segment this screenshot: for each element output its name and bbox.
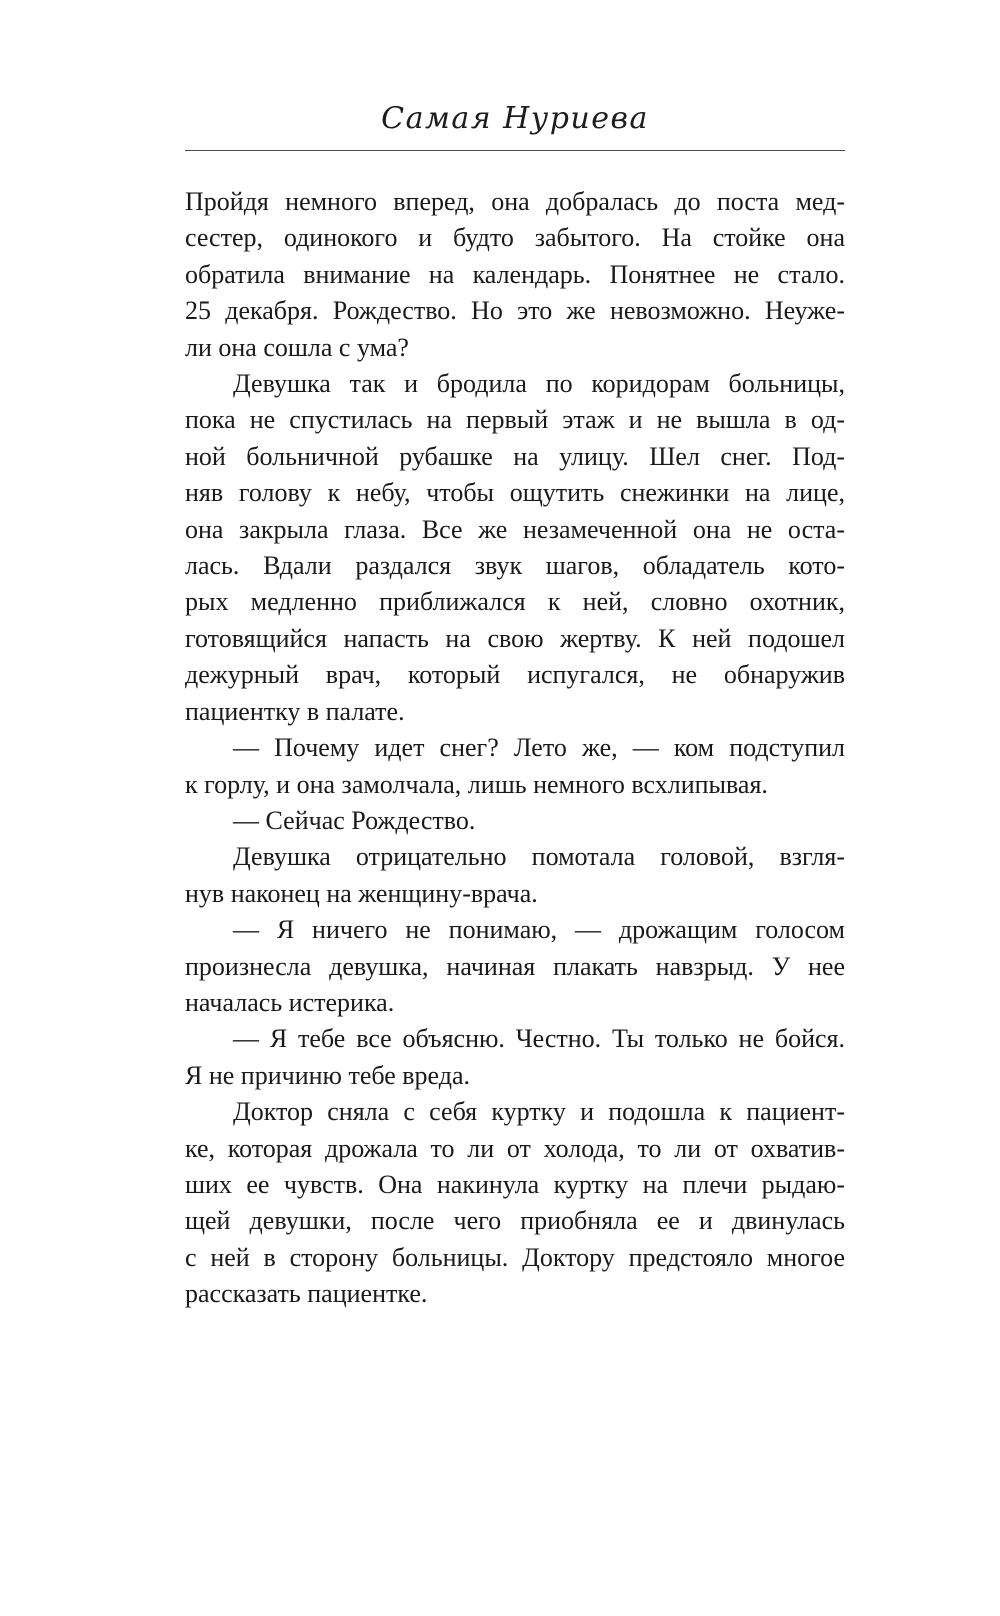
text-line: обратила внимание на календарь. Понятнее не стало. (185, 259, 845, 289)
paragraph (185, 803, 845, 839)
text-line: Доктор сняла с себя куртку и подошла к пациент- (233, 1097, 845, 1127)
text-line: 25 декабря. Рождество. Но это же невозможно. Неуже- (185, 296, 845, 326)
text-line: — Я тебе все объясню. Честно. Ты только не бойся. (233, 1024, 845, 1054)
text-line: готовящийся напасть на свою жертву. К ней подошел (185, 623, 845, 653)
text-line: началась истерика. (185, 987, 395, 1017)
text-line: Я не причиню тебе вреда. (185, 1060, 471, 1090)
text-line: нув наконец на женщину-врача. (185, 878, 538, 908)
text-line: сестер, одинокого и будто забытого. На стойке она (185, 223, 845, 253)
text-line: она закрыла глаза. Все же незамеченной она не оста- (185, 514, 845, 544)
text-line: Пройдя немного вперед, она добралась до поста мед- (185, 187, 845, 216)
paragraph (185, 184, 845, 366)
text-line: — Я ничего не понимаю, — дрожащим голосом (233, 915, 845, 945)
paragraph (185, 366, 845, 730)
text-line: рых медленно приближался к ней, словно охотник, (185, 587, 845, 617)
text-line: ке, которая дрожала то ли от холода, то ли от охватив- (185, 1133, 845, 1163)
text-line: пациентку в палате. (185, 696, 405, 726)
page-body (185, 184, 845, 1313)
text-line: Девушка отрицательно помотала головой, взгля- (233, 842, 845, 872)
text-line: — Почему идет снег? Лето же, — ком подступил (233, 733, 845, 763)
text-line: дежурный врач, который испугался, не обнаружив (185, 660, 845, 690)
text-line: щей девушки, после чего приобняла ее и двинулась (185, 1206, 845, 1236)
page-content (185, 0, 845, 1313)
text-line: Девушка так и бродила по коридорам больницы, (233, 369, 845, 399)
running-header: Самая Нуриева (381, 101, 649, 136)
header-divider (185, 150, 845, 151)
paragraph (185, 1094, 845, 1312)
text-line: ли она сошла с ума? (185, 332, 409, 362)
text-line: рассказать пациентке. (185, 1279, 428, 1309)
paragraph (185, 839, 845, 912)
paragraph (185, 1021, 845, 1094)
text-line: к горлу, и она замолчала, лишь немного всхлипывая. (185, 769, 768, 799)
text-line: лась. Вдали раздался звук шагов, обладатель кото- (185, 551, 845, 581)
text-line: няв голову к небу, чтобы ощутить снежинки на лице, (185, 478, 845, 508)
text-line: — Сейчас Рождество. (233, 805, 476, 835)
text-line: пока не спустилась на первый этаж и не вышла в од- (185, 405, 845, 435)
text-line: с ней в сторону больницы. Доктору предстояло многое (185, 1242, 845, 1272)
text-line: ной больничной рубашке на улицу. Шел снег. Под- (185, 441, 845, 471)
paragraph (185, 912, 845, 1021)
text-line: произнесла девушка, начиная плакать навзрыд. У нее (185, 951, 845, 981)
text-line: ших ее чувств. Она накинула куртку на плечи рыдаю- (185, 1169, 845, 1199)
paragraph (185, 730, 845, 803)
